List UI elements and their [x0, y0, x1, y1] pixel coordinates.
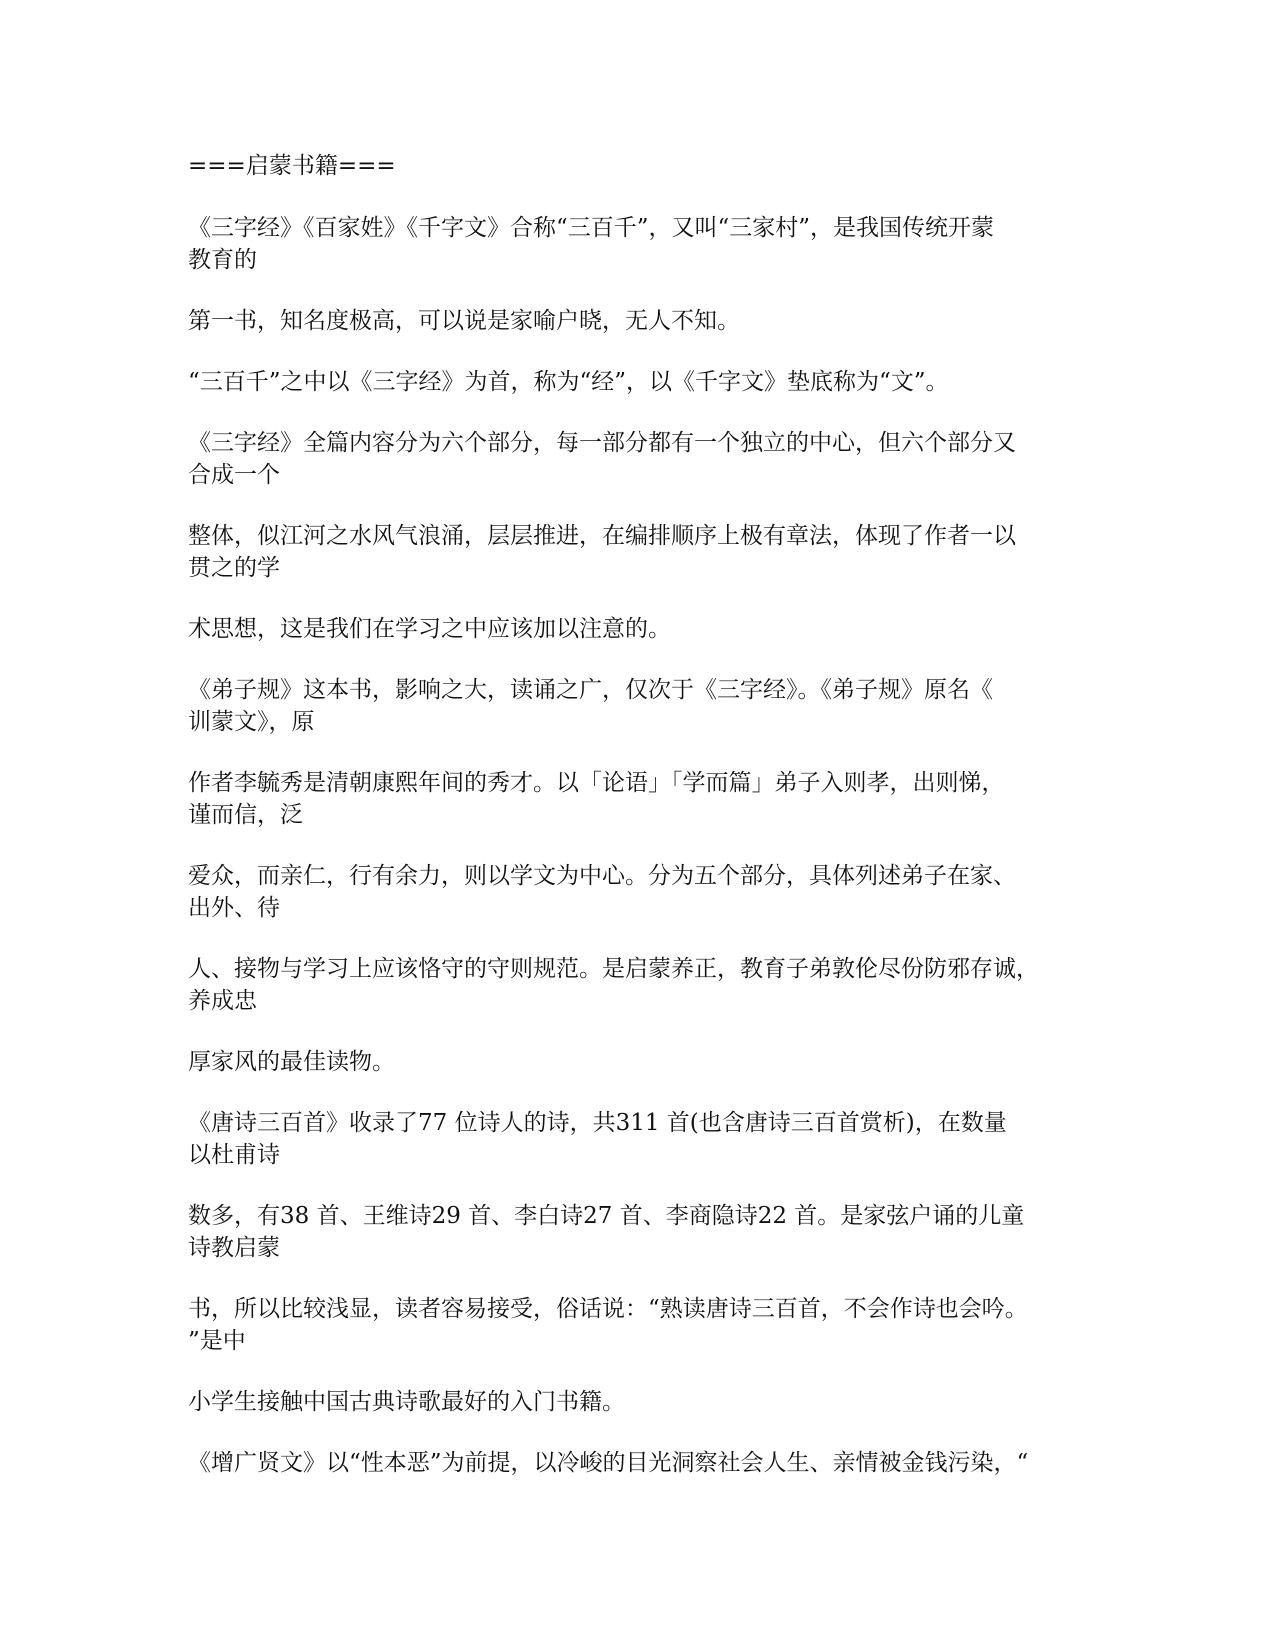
- paragraph: [188, 1447, 1088, 1479]
- paragraph-line: 人、接物与学习上应该恪守的守则规范。是启蒙养正，教育子弟敦伦尽份防邪存诚，: [188, 956, 1039, 982]
- paragraph: [188, 1200, 1088, 1264]
- paragraph-line: 作者李毓秀是清朝康熙年间的秀才。以「论语」「学而篇」弟子入则孝，出则悌，: [188, 770, 1005, 796]
- paragraph-line: 小学生接触中国古典诗歌最好的入门书籍。: [188, 1389, 625, 1415]
- paragraph-line: 以杜甫诗: [188, 1142, 280, 1168]
- paragraph-line: 第一书，知名度极高，可以说是家喻户晓，无人不知。: [188, 308, 740, 334]
- paragraph-line: 《唐诗三百首》收录了77 位诗人的诗，共311 首(也含唐诗三百首赏析)，在数量: [188, 1110, 1007, 1136]
- paragraph-line: 贯之的学: [188, 555, 280, 581]
- paragraph-line: ”是中: [188, 1328, 246, 1354]
- paragraph: [188, 1386, 1088, 1418]
- paragraph-line: 《增广贤文》以“性本恶”为前提，以冷峻的目光洞察社会人生、亲情被金钱污染，“: [188, 1450, 1029, 1476]
- paragraph-line: “三百千”之中以《三字经》为首，称为“经”，以《千字文》垫底称为“文”。: [188, 369, 949, 395]
- paragraph-line: 厚家风的最佳读物。: [188, 1049, 395, 1075]
- paragraph-line: 《弟子规》这本书，影响之大，读诵之广，仅次于《三字经》。《弟子规》原名《: [188, 677, 993, 703]
- paragraph-line: 合成一个: [188, 462, 280, 488]
- paragraph-line: 爱众，而亲仁，行有余力，则以学文为中心。分为五个部分，具体列述弟子在家、: [188, 863, 1016, 889]
- paragraph: [188, 212, 1088, 276]
- paragraph: [188, 674, 1088, 738]
- paragraph: [188, 305, 1088, 337]
- heading-text: ===启蒙书籍===: [188, 153, 396, 179]
- paragraph: [188, 1046, 1088, 1078]
- paragraph-line: 诗教启蒙: [188, 1235, 280, 1261]
- paragraph-line: 术思想，这是我们在学习之中应该加以注意的。: [188, 616, 671, 642]
- paragraph: [188, 427, 1088, 491]
- paragraph: [188, 366, 1088, 398]
- paragraph-line: 整体，似江河之水风气浪涌，层层推进，在编排顺序上极有章法，体现了作者一以: [188, 523, 1016, 549]
- paragraph: [188, 520, 1088, 584]
- paragraph: [188, 767, 1088, 831]
- paragraph-line: 《三字经》《百家姓》《千字文》合称“三百千”，又叫“三家村”，是我国传统开蒙: [188, 215, 995, 241]
- paragraph-line: 出外、待: [188, 895, 280, 921]
- section-heading: [188, 150, 1088, 182]
- paragraph-line: 养成忠: [188, 988, 257, 1014]
- paragraph: [188, 1107, 1088, 1171]
- paragraph-line: 《三字经》全篇内容分为六个部分，每一部分都有一个独立的中心，但六个部分又: [188, 430, 1016, 456]
- paragraph: [188, 1293, 1088, 1357]
- paragraph: [188, 860, 1088, 924]
- paragraph-line: 训蒙文》，原: [188, 709, 315, 735]
- paragraph-line: 数多，有38 首、王维诗29 首、李白诗27 首、李商隐诗22 首。是家弦户诵的儿童: [188, 1203, 1025, 1229]
- paragraph: [188, 953, 1088, 1017]
- document-body: [188, 150, 1088, 1508]
- paragraph-line: 书，所以比较浅显，读者容易接受，俗话说：“熟读唐诗三百首，不会作诗也会吟。: [188, 1296, 1028, 1322]
- paragraph-line: 谨而信，泛: [188, 802, 303, 828]
- paragraph: [188, 613, 1088, 645]
- paragraph-line: 教育的: [188, 247, 257, 273]
